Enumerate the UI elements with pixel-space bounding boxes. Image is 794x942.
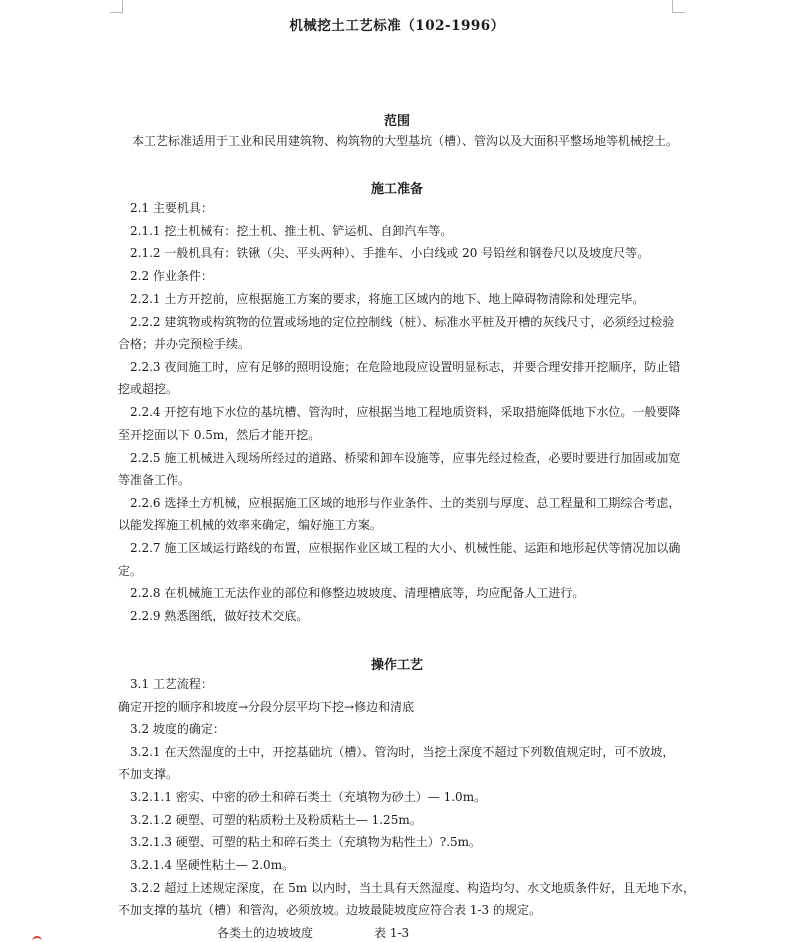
process-line: 3.2.2 超过上述规定深度，在 5m 以内时，当土具有天然湿度、构造均匀、水文地质条件好，且无地下水，	[130, 881, 695, 895]
process-line: 不加支撑。	[118, 767, 179, 781]
crop-mark-top-left	[110, 0, 123, 13]
process-line: 3.2.1.1 密实、中密的砂土和碎石类土（充填物为砂土）— 1.0m。	[130, 790, 487, 804]
table-caption-number: 表 1-3	[374, 926, 410, 940]
page-corner-mark	[32, 936, 42, 942]
prep-line: 以能发挥施工机械的效率来确定，编好施工方案。	[118, 518, 383, 532]
prep-line: 2.2.3 夜间施工时，应有足够的照明设施；在危险地段应设置明显标志，并要合理安排开挖顺序，防止错	[130, 360, 681, 374]
crop-mark-top-right	[672, 0, 685, 13]
prep-line: 2.2.5 施工机械进入现场所经过的道路、桥梁和卸车设施等，应事先经过检查，必要时要进行加固或加宽	[130, 451, 681, 465]
prep-line: 合格；并办完预检手续。	[118, 337, 251, 351]
prep-line: 2.1.2 一般机具有：铁锹（尖、平头两种）、手推车、小白线或 20 号铅丝和钢卷尺以及坡度尺等。	[130, 246, 650, 260]
prep-line: 等准备工作。	[118, 473, 191, 487]
process-line: 3.1 工艺流程：	[130, 677, 213, 691]
process-line: 3.2.1.4 坚硬性粘土— 2.0m。	[130, 858, 295, 872]
process-line: 确定开挖的顺序和坡度→分段分层平均下挖→修边和清底	[118, 700, 415, 714]
prep-line: 2.1.1 挖土机械有：挖土机、推土机、铲运机、自卸汽车等。	[130, 224, 453, 238]
process-line: 不加支撑的基坑（槽）和管沟，必须放坡。边坡最陡坡度应符合表 1-3 的规定。	[118, 903, 541, 917]
scope-heading: 范围	[383, 114, 410, 129]
prep-line: 2.2.1 土方开挖前，应根据施工方案的要求，将施工区域内的地下、地上障碍物清除和处理完毕。	[130, 292, 645, 306]
prep-line: 2.2.4 开挖有地下水位的基坑槽、管沟时，应根据当地工程地质资料，采取措施降低地下水位。一般要降	[130, 405, 681, 419]
process-line: 3.2.1 在天然湿度的土中，开挖基础坑（槽）、管沟时，当挖土深度不超过下列数值规定时，可不放坡，	[130, 745, 675, 759]
process-line: 3.2.1.2 硬塑、可塑的粘质粉土及粉质粘土— 1.25m。	[130, 813, 422, 827]
prep-line: 2.2.8 在机械施工无法作业的部位和修整边坡坡度、清理槽底等，均应配备人工进行。	[130, 586, 585, 600]
prep-line: 2.2.2 建筑物或构筑物的位置或场地的定位控制线（桩）、标准水平桩及开槽的灰线尺寸，必须经过检验	[130, 315, 675, 329]
prep-heading: 施工准备	[370, 182, 423, 197]
process-line: 3.2.1.3 硬塑、可塑的粘土和碎石类土（充填物为粘性土）?.5m。	[130, 835, 482, 849]
prep-line: 至开挖面以下 0.5m，然后才能开挖。	[118, 428, 321, 442]
document-title: 机械挖土工艺标准（102-1996）	[289, 18, 505, 34]
table-caption-name: 各类土的边坡坡度	[217, 926, 314, 940]
process-heading: 操作工艺	[370, 658, 423, 673]
prep-line: 2.1 主要机具：	[130, 201, 213, 215]
scope-text: 本工艺标准适用于工业和民用建筑物、构筑物的大型基坑（槽）、管沟以及大面积平整场地等机械挖土。	[132, 134, 679, 148]
prep-line: 挖或超挖。	[118, 382, 179, 396]
prep-line: 2.2.7 施工区域运行路线的布置，应根据作业区域工程的大小、机械性能、运距和地形起伏等情况加以确	[130, 541, 681, 555]
process-line: 3.2 坡度的确定：	[130, 722, 225, 736]
prep-line: 2.2 作业条件：	[130, 269, 213, 283]
prep-line: 2.2.6 选择土方机械，应根据施工区域的地形与作业条件、土的类别与厚度、总工程量和工期综合考虑，	[130, 496, 681, 510]
prep-line: 2.2.9 熟悉图纸，做好技术交底。	[130, 609, 309, 623]
prep-line: 定。	[118, 564, 143, 578]
